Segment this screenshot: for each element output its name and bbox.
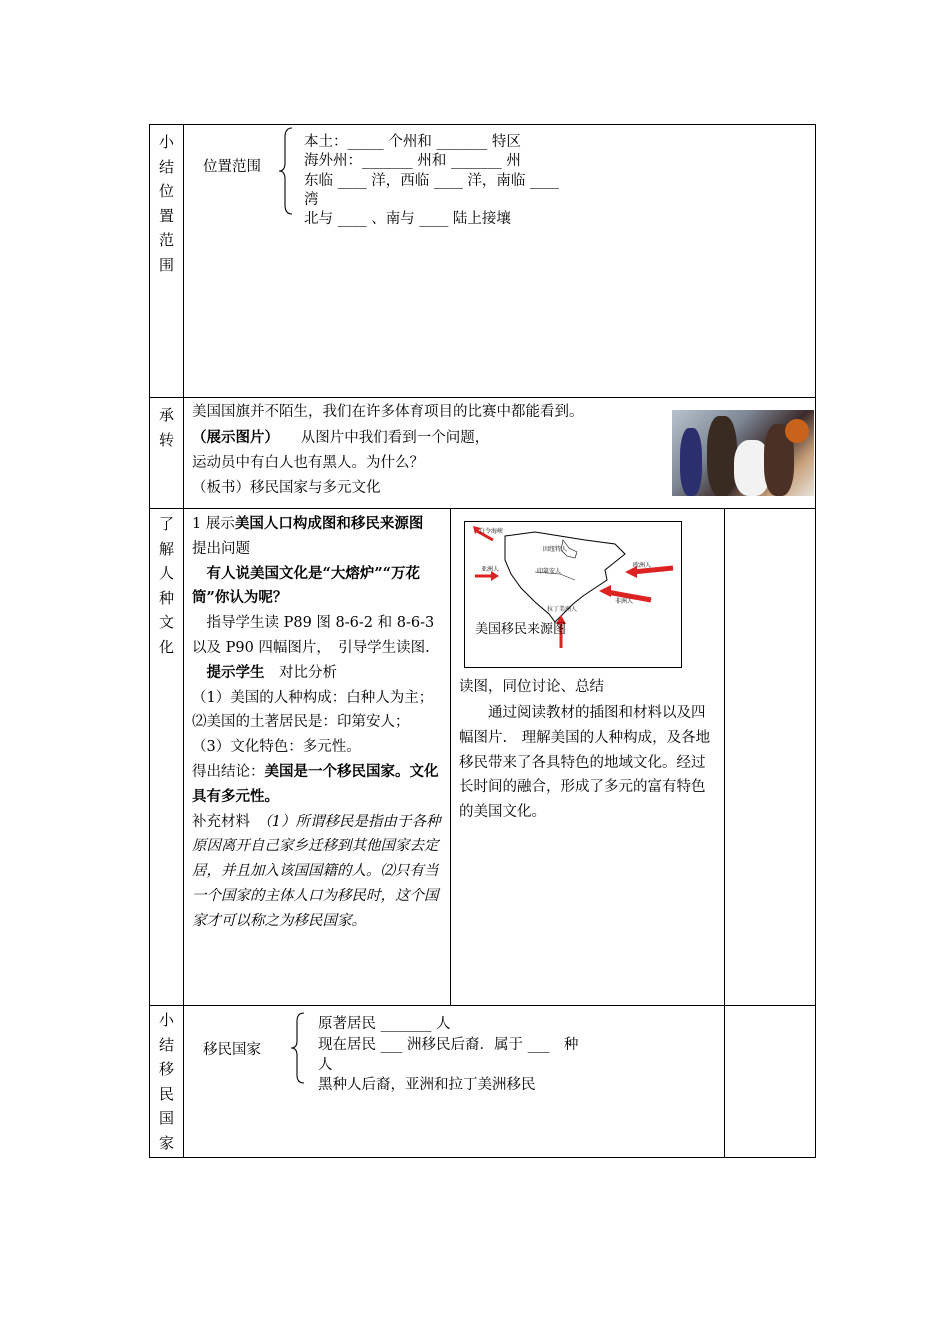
immigrant-line-3: 人: [318, 1057, 333, 1073]
culture-para-6: （3）文化特色：多元性。: [192, 739, 361, 756]
player-figure-1: [680, 428, 702, 496]
culture-para-2: 有人说美国文化是“大熔炉”“万花筒”你认为呢？: [192, 564, 421, 607]
student-activity-text: 通过阅读教材的插图和材料以及四幅图片. 理解美国的人种构成，及各地移民带来了各具特色的地域文化。经过长时间的融合，形成了多元的富有特色的美国文化。: [459, 705, 711, 821]
table-bottom-border: [149, 1157, 816, 1158]
row-label-summary-location: 小 结 位 置 范 围: [158, 133, 174, 274]
location-line-1: 本土：_____ 个州和 _______ 特区: [304, 134, 521, 150]
brace-icon: [290, 1012, 306, 1084]
map-label-latin: 拉丁美洲人: [547, 606, 578, 613]
immigrant-line-1: 原著居民 _______ 人: [318, 1016, 451, 1032]
culture-para-8: 补充材料 （1）所谓移民是指由于各种原因离开自己家乡迁移到其他国家去定居，并且加入该国国籍的人。⑵只有当一个国家的主体人口为移民时，这个国家才可以称之为移民国家。: [192, 813, 441, 929]
row-divider-1: [149, 397, 816, 398]
label-column-border: [183, 124, 184, 1158]
row-divider-2: [149, 508, 816, 509]
notes-col-divider-b: [724, 1005, 725, 1157]
map-label-inuit: 因纽特人: [543, 546, 568, 553]
north-america-map-icon: [465, 522, 681, 667]
row-label-transition: 承 转: [158, 406, 174, 449]
map-label-asians: 亚洲人: [481, 566, 500, 573]
location-line-3: 东临 ____ 洋，西临 ____ 洋，南临 ____: [304, 173, 560, 189]
culture-col-divider: [450, 508, 451, 1005]
table-right-border: [815, 124, 816, 1158]
row-label-culture: 了 解 人 种 文 化: [158, 515, 174, 656]
culture-para-7: 得出结论：美国是一个移民国家。文化具有多元性。: [192, 762, 439, 805]
immigration-map: [464, 521, 682, 668]
player-figure-2: [707, 416, 737, 496]
culture-para-1: 1 展示美国人口构成图和移民来源图 提出问题: [192, 515, 438, 557]
location-line-5: 北与 ____ 、南与 ____ 陆上接壤: [304, 211, 511, 227]
notes-col-divider-a: [724, 508, 725, 1005]
culture-para-3: 指导学生读 P89 图 8-6-2 和 8-6-3 以及 P90 四幅图片， 引导学生读图.: [192, 615, 435, 656]
basketball-icon: [785, 419, 809, 443]
culture-para-5: （1）美国的人种构成：白种人为主；⑵美国的土著居民是：印第安人；: [192, 689, 434, 731]
location-line-2: 海外州：_______ 州和 _______ 州: [304, 153, 521, 169]
row-label-summary-immigrant: 小 结 移 民 国 家: [158, 1011, 174, 1152]
student-activity-line: 读图，同位讨论、总结: [459, 679, 604, 695]
transition-line-2-rest: 从图片中我们看到一个问题，: [271, 430, 490, 446]
transition-line-3: 运动员中有白人也有黑人。为什么？: [192, 455, 424, 471]
immigrant-line-2: 现在居民 ___ 洲移民后裔．属于 ___ 种: [318, 1037, 579, 1053]
topic-immigrant: 移民国家: [203, 1042, 261, 1058]
map-label-indians: 印第安人: [537, 568, 562, 575]
culture-para-4: 提示学生 对比分析: [192, 663, 337, 681]
topic-location: 位置范围: [203, 159, 261, 175]
transition-line-4: （板书）移民国家与多元文化: [192, 480, 381, 496]
location-line-4: 湾: [304, 192, 319, 208]
row-divider-3: [149, 1005, 816, 1006]
show-picture-label: （展示图片）: [192, 429, 272, 446]
transition-line-2: [192, 428, 489, 448]
immigrant-line-4: 黑种人后裔，亚洲和拉丁美洲移民: [318, 1077, 536, 1093]
table-top-border: [149, 124, 816, 125]
map-caption: 美国移民来源图: [475, 622, 567, 637]
transition-line-1: 美国国旗并不陌生，我们在许多体育项目的比赛中都能看到。: [192, 404, 584, 420]
culture-teacher-text: [192, 512, 444, 934]
basketball-photo: [672, 410, 814, 496]
map-label-africans: 非洲人: [615, 598, 634, 605]
map-label-europeans: 欧洲人: [633, 562, 652, 569]
map-label-bering: 白令海峡: [479, 528, 504, 535]
brace-icon: [278, 127, 294, 215]
